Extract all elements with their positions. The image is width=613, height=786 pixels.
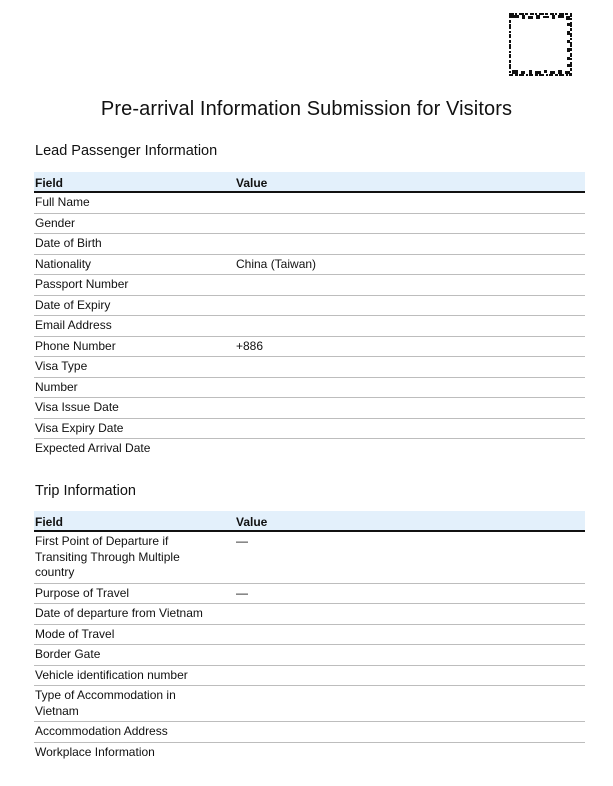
field-label: Border Gate — [34, 645, 235, 666]
table-row — [34, 604, 585, 625]
lead-passenger-heading: Lead Passenger Information — [35, 143, 218, 159]
field-value — [235, 439, 585, 459]
field-label: Number — [34, 377, 235, 398]
trip-information-heading: Trip Information — [35, 483, 136, 499]
table-row — [34, 213, 585, 234]
field-value — [235, 665, 585, 686]
field-label: Mode of Travel — [34, 624, 235, 645]
field-value — [235, 234, 585, 255]
field-label: Passport Number — [34, 275, 235, 296]
table-row — [34, 439, 585, 459]
field-label: Visa Issue Date — [34, 398, 235, 419]
table-row — [34, 234, 585, 255]
table-row — [34, 377, 585, 398]
field-value: +886 — [235, 336, 585, 357]
field-value — [235, 686, 585, 722]
field-value: — — [235, 531, 585, 583]
field-label: Expected Arrival Date — [35, 441, 151, 455]
field-value — [235, 377, 585, 398]
column-header-value: Value — [235, 511, 585, 531]
field-value — [235, 604, 585, 625]
table-row — [34, 531, 585, 583]
field-value — [235, 418, 585, 439]
column-header-value: Value — [235, 172, 585, 192]
table-row — [34, 418, 585, 439]
field-value — [235, 357, 585, 378]
table-row — [34, 192, 585, 213]
field-value — [235, 742, 585, 762]
field-value — [235, 213, 585, 234]
field-label: Purpose of Travel — [34, 583, 235, 604]
table-row — [34, 583, 585, 604]
field-value: China (Taiwan) — [235, 254, 585, 275]
qr-code-icon — [509, 13, 572, 76]
column-header-field: Field — [34, 172, 235, 192]
field-value: — — [235, 583, 585, 604]
field-label: Visa Expiry Date — [34, 418, 235, 439]
column-header-field: Field — [34, 511, 235, 531]
field-value — [235, 398, 585, 419]
field-label: Full Name — [34, 192, 235, 213]
lead-passenger-table — [34, 172, 585, 459]
field-value — [235, 192, 585, 213]
table-row — [34, 336, 585, 357]
field-label: Visa Type — [34, 357, 235, 378]
table-row — [34, 645, 585, 666]
field-label: Phone Number — [34, 336, 235, 357]
table-row — [34, 722, 585, 743]
field-label: Date of Birth — [34, 234, 235, 255]
trip-information-table — [34, 511, 585, 762]
field-label: First Point of Departure if Transiting Through Multiple country — [34, 531, 235, 583]
field-value — [235, 624, 585, 645]
table-row — [34, 742, 585, 762]
field-label: Email Address — [34, 316, 235, 337]
field-label: Accommodation Address — [34, 722, 235, 743]
page-title: Pre-arrival Information Submission for Visitors — [100, 98, 513, 120]
table-row — [34, 624, 585, 645]
field-value — [235, 722, 585, 743]
field-value — [235, 645, 585, 666]
table-row — [34, 275, 585, 296]
field-label: Gender — [34, 213, 235, 234]
table-row — [34, 398, 585, 419]
table-header-row — [34, 172, 585, 192]
table-row — [34, 665, 585, 686]
field-value — [235, 295, 585, 316]
field-label: Date of Expiry — [34, 295, 235, 316]
table-row — [34, 254, 585, 275]
field-label: Type of Accommodation in Vietnam — [34, 686, 235, 722]
field-label: Vehicle identification number — [34, 665, 235, 686]
table-row — [34, 357, 585, 378]
field-value — [235, 275, 585, 296]
table-header-row — [34, 511, 585, 531]
table-row — [34, 295, 585, 316]
qr-code — [509, 13, 572, 76]
field-value — [235, 316, 585, 337]
field-label: Workplace Information — [35, 744, 155, 759]
table-row — [34, 316, 585, 337]
field-label: Nationality — [34, 254, 235, 275]
field-label: Date of departure from Vietnam — [34, 604, 235, 625]
table-row — [34, 686, 585, 722]
